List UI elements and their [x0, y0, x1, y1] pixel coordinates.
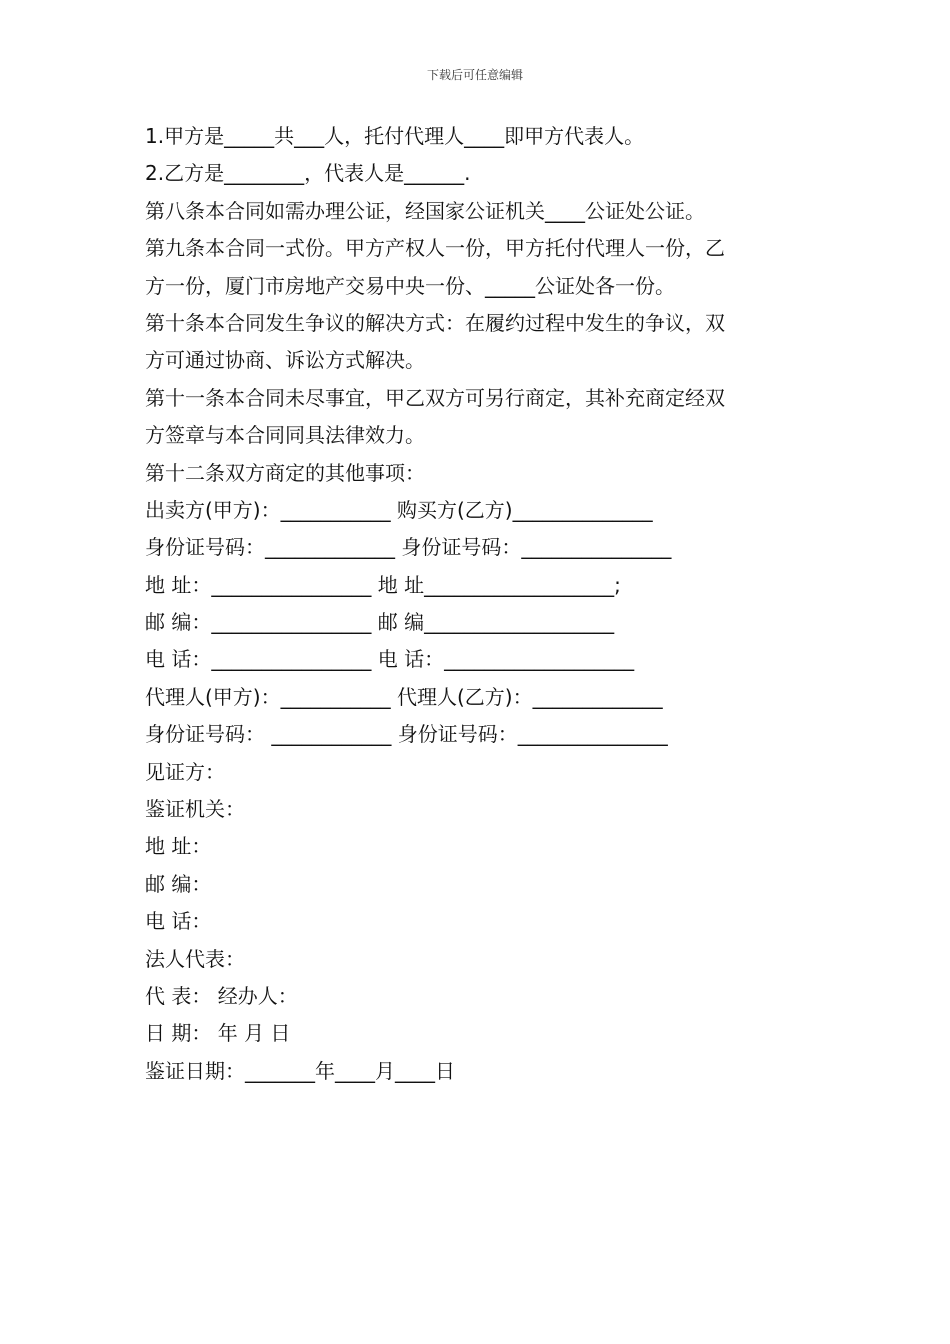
representative-handler-label: 代 表： 经办人： [145, 983, 298, 1008]
clause-article-8: 第八条本合同如需办理公证，经国家公证机关____公证处公证。 [145, 198, 705, 223]
legal-representative-label: 法人代表： [145, 946, 245, 971]
clause-article-11-line-1: 第十一条本合同未尽事宜，甲乙双方可另行商定，其补充商定经双 [145, 385, 725, 410]
clause-party-b: 2.乙方是________，代表人是______. [145, 161, 471, 186]
clause-party-a: 1.甲方是_____共___人，托付代理人____即甲方代表人。 [145, 124, 645, 148]
signature-address: 地 址：________________ 地 址___________________; [145, 572, 621, 597]
page-header-note: 下载后可任意编辑 [426, 68, 523, 82]
signature-postcode: 邮 编：________________ 邮 编___________________ [145, 610, 615, 635]
contract-body [145, 118, 810, 1090]
signature-agent-id-number: 身份证号码： ____________ 身份证号码：_______________ [145, 722, 668, 747]
clause-article-11-line-2: 方签章与本合同同具法律效力。 [145, 423, 425, 448]
signature-id-number: 身份证号码：_____________ 身份证号码：_______________ [145, 535, 672, 560]
date-label: 日 期： 年 月 日 [145, 1021, 291, 1046]
clause-article-12: 第十二条双方商定的其他事项： [145, 460, 425, 485]
signature-seller-buyer: 出卖方(甲方)：___________ 购买方(乙方)______________ [145, 497, 653, 522]
clause-article-9-line-1: 第九条本合同一式份。甲方产权人一份，甲方托付代理人一份，乙 [145, 236, 725, 261]
clause-article-10-line-1: 第十条本合同发生争议的解决方式：在履约过程中发生的争议，双 [145, 310, 725, 335]
authentication-address-label: 地 址： [145, 834, 212, 859]
authentication-date-label: 鉴证日期：_______年____月____日 [145, 1058, 455, 1083]
signature-agents: 代理人(甲方)：___________ 代理人(乙方)：_____________ [145, 684, 663, 709]
clause-article-9-line-2: 方一份，厦门市房地产交易中央一份、_____公证处各一份。 [145, 273, 675, 298]
authentication-office-label: 鉴证机关： [145, 797, 245, 822]
clause-article-10-line-2: 方可通过协商、诉讼方式解决。 [145, 348, 425, 373]
witness-label: 见证方： [145, 759, 225, 784]
signature-phone: 电 话：________________ 电 话：___________________ [145, 647, 635, 672]
authentication-phone-label: 电 话： [145, 909, 212, 934]
authentication-postcode-label: 邮 编： [145, 871, 212, 896]
